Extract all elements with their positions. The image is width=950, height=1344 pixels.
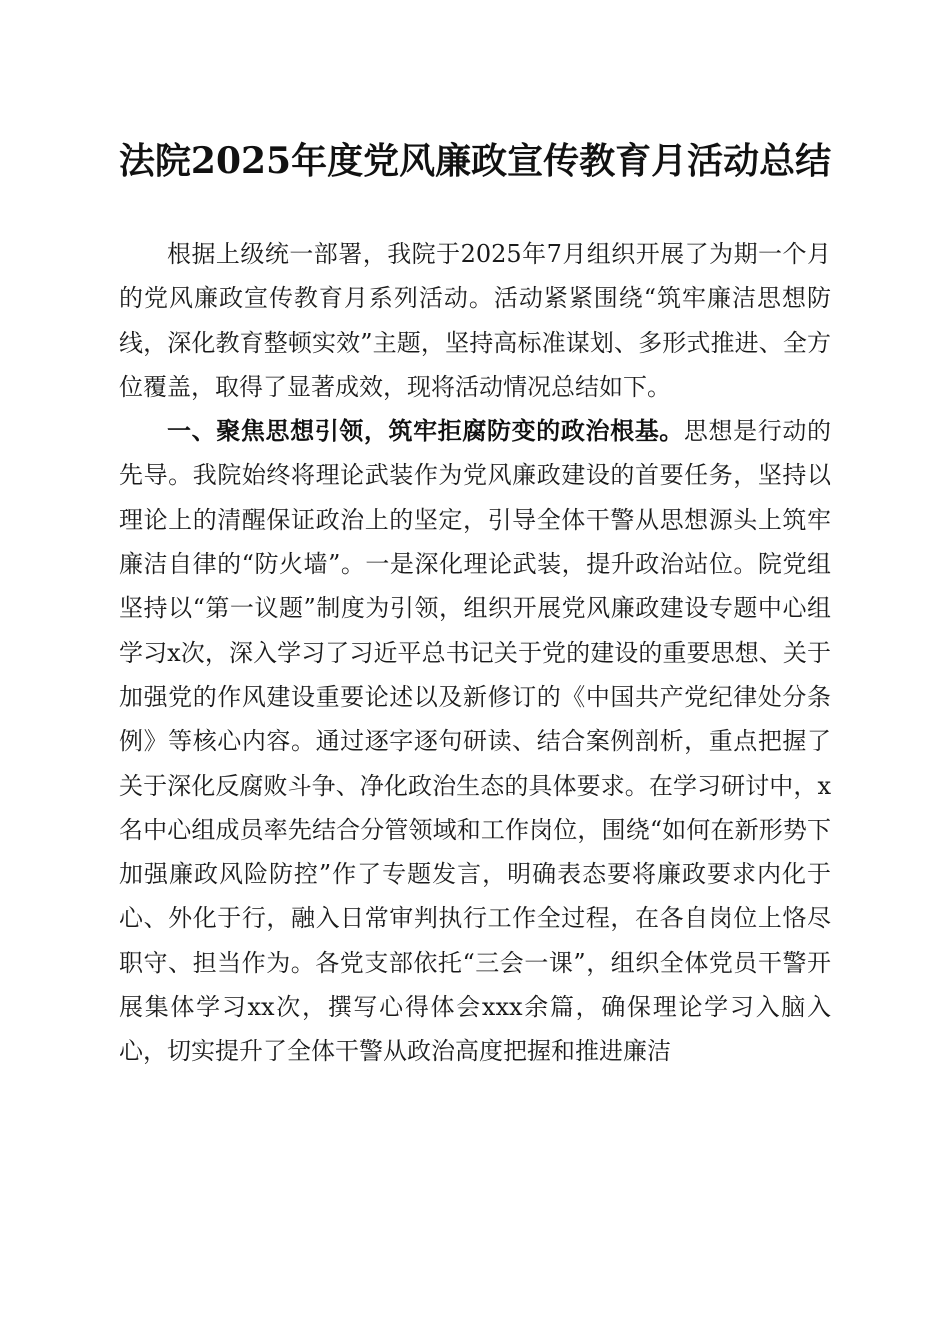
section-1-paragraph bbox=[119, 409, 831, 1073]
document-body bbox=[119, 232, 831, 1074]
document-title: 法院2025年度党风廉政宣传教育月活动总结 bbox=[118, 140, 832, 182]
section-1-heading: 一、聚焦思想引领，筑牢拒腐防变的政治根基。 bbox=[167, 417, 684, 446]
intro-paragraph: 根据上级统一部署，我院于2025年7月组织开展了为期一个月的党风廉政宣传教育月系列活动。活动紧紧围绕“筑牢廉洁思想防线，深化教育整顿实效”主题，坚持高标准谋划、多形式推进、全方位覆盖，取得了显著成效，现将活动情况总结如下。 bbox=[119, 240, 831, 401]
section-1-body: 思想是行动的先导。我院始终将理论武装作为党风廉政建设的首要任务，坚持以理论上的清醒保证政治上的坚定，引导全体干警从思想源头上筑牢廉洁自律的“防火墙”。一是深化理论武装，提升政治站位。院党组坚持以“第一议题”制度为引领，组织开展党风廉政建设专题中心组学习x次，深入学习了习近平总书记关于党的建设的重要思想、关于加强党的作风建设重要论述以及新修订的《中国共产党纪律处分条例》等核心内容。通过逐字逐句研读、结合案例剖析，重点把握了关于深化反腐败斗争、净化政治生态的具体要求。在学习研讨中，x名中心组成员率先结合分管领域和工作岗位，围绕“如何在新形势下加强廉政风险防控”作了专题发言，明确表态要将廉政要求内化于心、外化于行，融入日常审判执行工作全过程，在各自岗位上恪尽职守、担当作为。各党支部依托“三会一课”，组织全体党员干警开展集体学习xx次，撰写心得体会xxx余篇，确保理论学习入脑入心，切实提升了全体干警从政治高度把握和推进廉洁 bbox=[119, 417, 831, 1066]
